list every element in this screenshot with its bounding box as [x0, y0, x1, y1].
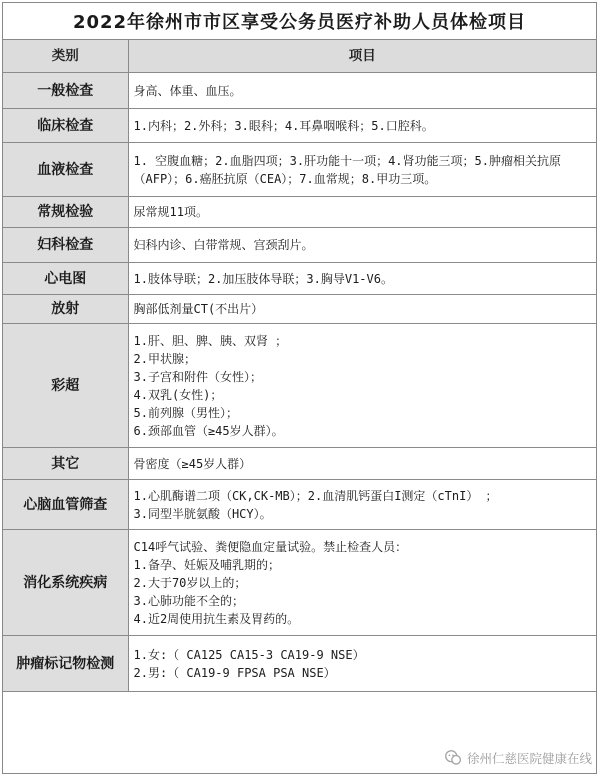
- item-line: 1. 空腹血糖；2.血脂四项；3.肝功能十一项；4.肾功能三项；5.肿瘤相关抗原（AFP）；6.癌胚抗原（CEA）；7.血常规；8.甲功三项。: [133, 153, 561, 186]
- item-line: 胸部低剂量CT(不出片）: [133, 302, 264, 316]
- page-title: 2022年徐州市市区享受公务员医疗补助人员体检项目: [3, 3, 596, 40]
- row-category: 一般检查: [3, 73, 128, 109]
- item-line: 身高、体重、血压。: [133, 83, 242, 98]
- row-items: [128, 480, 596, 530]
- table-row: [3, 197, 596, 228]
- row-items: [128, 448, 596, 480]
- item-line: 尿常规11项。: [133, 205, 208, 219]
- item-line: 1.心肌酶谱二项（CK,CK-MB）；2.血清肌钙蛋白I测定（cTnI） ；: [133, 488, 498, 503]
- item-line: C14呼气试验、粪便隐血定量试验。禁止检查人员：: [133, 539, 408, 554]
- item-line: 1.备孕、妊娠及哺乳期的；: [133, 557, 280, 572]
- row-items: [128, 324, 596, 448]
- table-row: [3, 480, 596, 530]
- table-row: [3, 109, 596, 143]
- watermark-text: 徐州仁慈医院健康在线: [466, 751, 592, 766]
- item-line: 3.同型半胱氨酸（HCY）。: [133, 506, 272, 521]
- row-category: 妇科检查: [3, 228, 128, 263]
- item-line: 妇科内诊、白带常规、宫颈刮片。: [133, 238, 314, 252]
- item-line: 2.男:（ CA19-9 FPSA PSA NSE）: [133, 665, 336, 680]
- row-items: [128, 530, 596, 636]
- item-line: 1.肢体导联；2.加压肢体导联；3.胸导V1-V6。: [133, 271, 393, 286]
- row-items: [128, 143, 596, 197]
- row-category: 临床检查: [3, 109, 128, 143]
- item-line: 3.心肺功能不全的；: [133, 593, 244, 608]
- table-row: [3, 143, 596, 197]
- table-row: [3, 448, 596, 480]
- item-line: 3.子宫和附件（女性）；: [133, 369, 262, 384]
- table-row: [3, 636, 596, 692]
- item-line: 4.双乳(女性)；: [133, 387, 223, 402]
- checkup-items-table: [3, 40, 596, 692]
- header-category: 类别: [3, 40, 128, 73]
- row-items: [128, 636, 596, 692]
- row-category: 心脑血管筛查: [3, 480, 128, 530]
- row-category: 肿瘤标记物检测: [3, 636, 128, 692]
- row-category: 其它: [3, 448, 128, 480]
- item-line: 2.大于70岁以上的；: [133, 575, 247, 590]
- row-items: [128, 263, 596, 295]
- watermark: [444, 749, 592, 767]
- row-category: 心电图: [3, 263, 128, 295]
- item-line: 1.内科；2.外科；3.眼科；4.耳鼻咽喉科；5.口腔科。: [133, 118, 434, 133]
- item-line: 6.颈部血管（≥45岁人群）。: [133, 423, 284, 438]
- table-row: [3, 263, 596, 295]
- item-line: 骨密度（≥45岁人群）: [133, 456, 252, 471]
- row-category: 常规检验: [3, 197, 128, 228]
- row-items: [128, 228, 596, 263]
- table-row: [3, 73, 596, 109]
- table-row: [3, 324, 596, 448]
- row-category: 放射: [3, 295, 128, 324]
- table-header-row: [3, 40, 596, 73]
- row-category: 彩超: [3, 324, 128, 448]
- table-row: [3, 228, 596, 263]
- wechat-official-account-icon: [444, 750, 462, 766]
- table-row: [3, 295, 596, 324]
- row-items: [128, 73, 596, 109]
- item-line: 4.近2周使用抗生素及胃药的。: [133, 611, 300, 626]
- item-line: 1.女:（ CA125 CA15-3 CA19-9 NSE）: [133, 647, 365, 662]
- item-line: 1.肝、胆、脾、胰、双肾 ；: [133, 333, 288, 348]
- row-items: [128, 109, 596, 143]
- header-items: 项目: [128, 40, 596, 73]
- item-line: 5.前列腺（男性）；: [133, 405, 238, 420]
- row-category: 消化系统疾病: [3, 530, 128, 636]
- row-items: [128, 295, 596, 324]
- row-category: 血液检查: [3, 143, 128, 197]
- table-row: [3, 530, 596, 636]
- checkup-table-sheet: [2, 2, 597, 774]
- item-line: 2.甲状腺；: [133, 351, 196, 366]
- row-items: [128, 197, 596, 228]
